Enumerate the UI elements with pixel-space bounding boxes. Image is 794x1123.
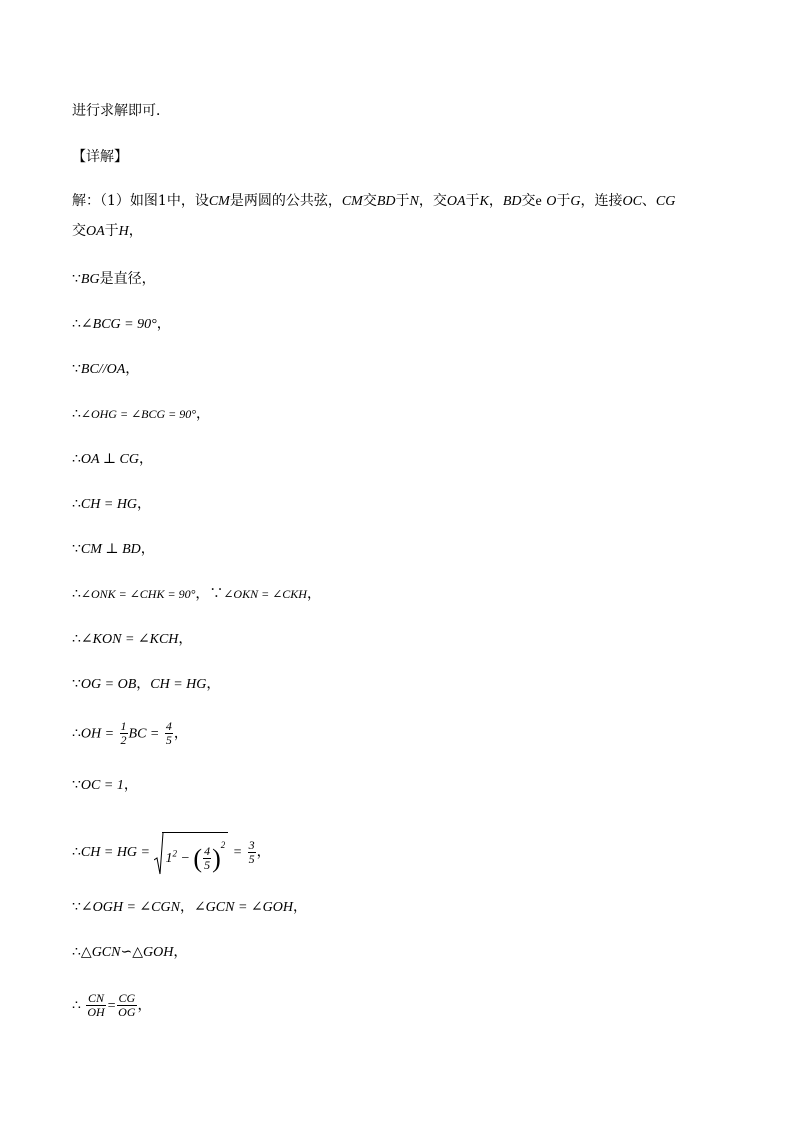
denominator: OH [87,1005,105,1019]
text-line-16 [72,775,138,796]
math-seg: − [180,851,190,866]
text-seg: ， [137,997,152,1014]
math-seg: 1 [165,851,173,866]
text-seg: ， [306,586,321,602]
text-line-11 [72,539,155,560]
text-seg: 交 [362,193,377,209]
radical-sign-icon [154,832,164,876]
math-seg: ∠BCG = 90° [80,317,157,332]
math-seg: OG = OB [80,677,137,692]
numerator: 4 [204,844,211,859]
text-line-1: 进行求解即可． [72,103,170,119]
text-seg: ， [173,725,188,742]
math-seg: ∠OKN = ∠CKH [223,587,307,601]
text-seg: ， [196,406,211,422]
math-seg: ∠KON = ∠KCH [80,632,179,647]
text-seg: ，连接 [580,193,623,209]
text-seg: 于 [556,193,571,209]
text-line-10 [72,494,151,515]
math-seg: CH = HG [80,497,138,512]
because-symbol: ∵ [72,777,81,793]
denominator: 5 [248,851,255,866]
numerator: CG [118,991,136,1005]
math-seg: CM [341,194,363,209]
fraction [120,720,128,747]
math-seg: OA [446,194,466,209]
therefore-symbol: ∴ [72,451,81,467]
denominator: 5 [165,733,172,747]
fraction [117,992,136,1019]
therefore-symbol: ∴ [72,844,81,861]
math-seg: CH = HG [150,677,207,692]
text-line-3 [72,191,675,212]
because-symbol: ∵ [209,586,224,602]
math-seg: OA ⊥ CG [80,452,139,467]
math-seg: BG [80,272,100,287]
therefore-symbol: ∴ [72,586,81,602]
right-paren: ) [212,843,221,873]
therefore-symbol: ∴ [72,997,81,1014]
text-line-5 [72,269,156,290]
text-line-6 [72,314,171,335]
math-seg: e [535,194,542,209]
numerator: 4 [165,719,172,733]
math-seg: OC [622,194,642,209]
text-line-14 [72,674,220,695]
math-seg: BD [502,194,522,209]
text-seg: 交 [521,193,536,209]
text-seg: ， [156,316,171,332]
math-seg: ∠ONK = ∠CHK = 90° [80,587,196,601]
math-seg: BC = [128,726,160,742]
text-seg: ， [256,844,271,861]
math-seg: OA [86,224,105,239]
math-seg: O [546,194,557,209]
because-symbol: ∵ [72,361,81,377]
because-symbol: ∵ [72,676,81,692]
math-seg: N [409,194,419,209]
math-seg: CM ⊥ BD [80,542,141,557]
numerator: CN [88,991,105,1005]
math-seg: = [232,845,243,861]
text-line-9 [72,449,153,470]
text-seg: 、 [641,193,656,209]
section-heading-detail: 【详解】 [72,149,128,165]
fraction [203,845,211,872]
text-seg: 是两圆的公共弦， [229,193,342,209]
therefore-symbol: ∴ [72,316,81,332]
text-seg: 是直径， [99,271,156,287]
therefore-symbol: ∴ [72,725,81,742]
math-seg: ∠GCN = ∠GOH [193,900,293,915]
therefore-symbol: ∴ [72,631,81,647]
math-seg: △GCN∽△GOH [80,945,174,960]
math-seg: G [570,194,581,209]
math-seg: H [118,224,129,239]
math-seg: BC//OA [80,362,126,377]
math-seg: BD [376,194,396,209]
denominator: 2 [120,733,127,747]
text-line-7 [72,359,139,380]
therefore-symbol: ∴ [72,496,81,512]
text-line-15 [72,720,188,747]
because-symbol: ∵ [72,541,81,557]
radicand [162,832,228,872]
text-seg: ， [123,777,138,793]
math-seg: OC = 1 [80,778,124,793]
text-seg: ， [206,676,221,692]
fraction [165,720,173,747]
math-seg: ∠OGH = ∠CGN [80,900,180,915]
numerator: 3 [248,837,255,852]
math-seg: CH = HG = [80,845,150,861]
text-seg: ， [137,496,152,512]
left-paren: ( [193,843,203,873]
math-seg: CG [655,194,676,209]
text-seg: 于 [395,193,410,209]
because-symbol: ∵ [72,899,81,915]
fraction [86,992,105,1019]
fraction [248,839,256,866]
text-line-19 [72,942,187,963]
text-line-4 [72,221,143,242]
denominator: 5 [204,858,211,873]
text-seg: ， [128,223,143,239]
text-seg: ， [292,899,307,915]
text-line-12 [72,584,321,604]
text-seg: 解：（1）如图1中，设 [72,193,209,209]
text-line-18 [72,897,307,918]
exponent: 2 [172,848,177,859]
text-seg: ， [178,631,193,647]
text-seg: ， [488,193,503,209]
text-line-13 [72,629,192,650]
text-seg: ， [140,541,155,557]
text-seg: 于 [104,223,119,239]
text-seg: ， [179,899,194,915]
text-seg: ， [195,586,210,602]
text-seg: ， [173,944,188,960]
therefore-symbol: ∴ [72,944,81,960]
text-seg: 交 [72,223,86,239]
math-seg: = [106,998,117,1014]
text-seg: 于 [465,193,480,209]
text-seg: ， [125,361,140,377]
text-line-8 [72,404,210,424]
math-seg: K [479,194,489,209]
math-seg: OH = [80,726,115,742]
text-seg: ， [136,676,151,692]
denominator: OG [118,1005,136,1019]
therefore-symbol: ∴ [72,406,81,422]
exponent: 2 [220,840,226,850]
text-seg: ，交 [418,193,447,209]
square-root [154,832,228,872]
math-seg: ∠OHG = ∠BCG = 90° [80,407,197,421]
because-symbol: ∵ [72,271,81,287]
text-line-20 [72,992,152,1019]
text-seg: ， [138,451,153,467]
numerator: 1 [120,719,127,733]
text-line-17 [72,832,271,872]
math-seg: CM [208,194,230,209]
